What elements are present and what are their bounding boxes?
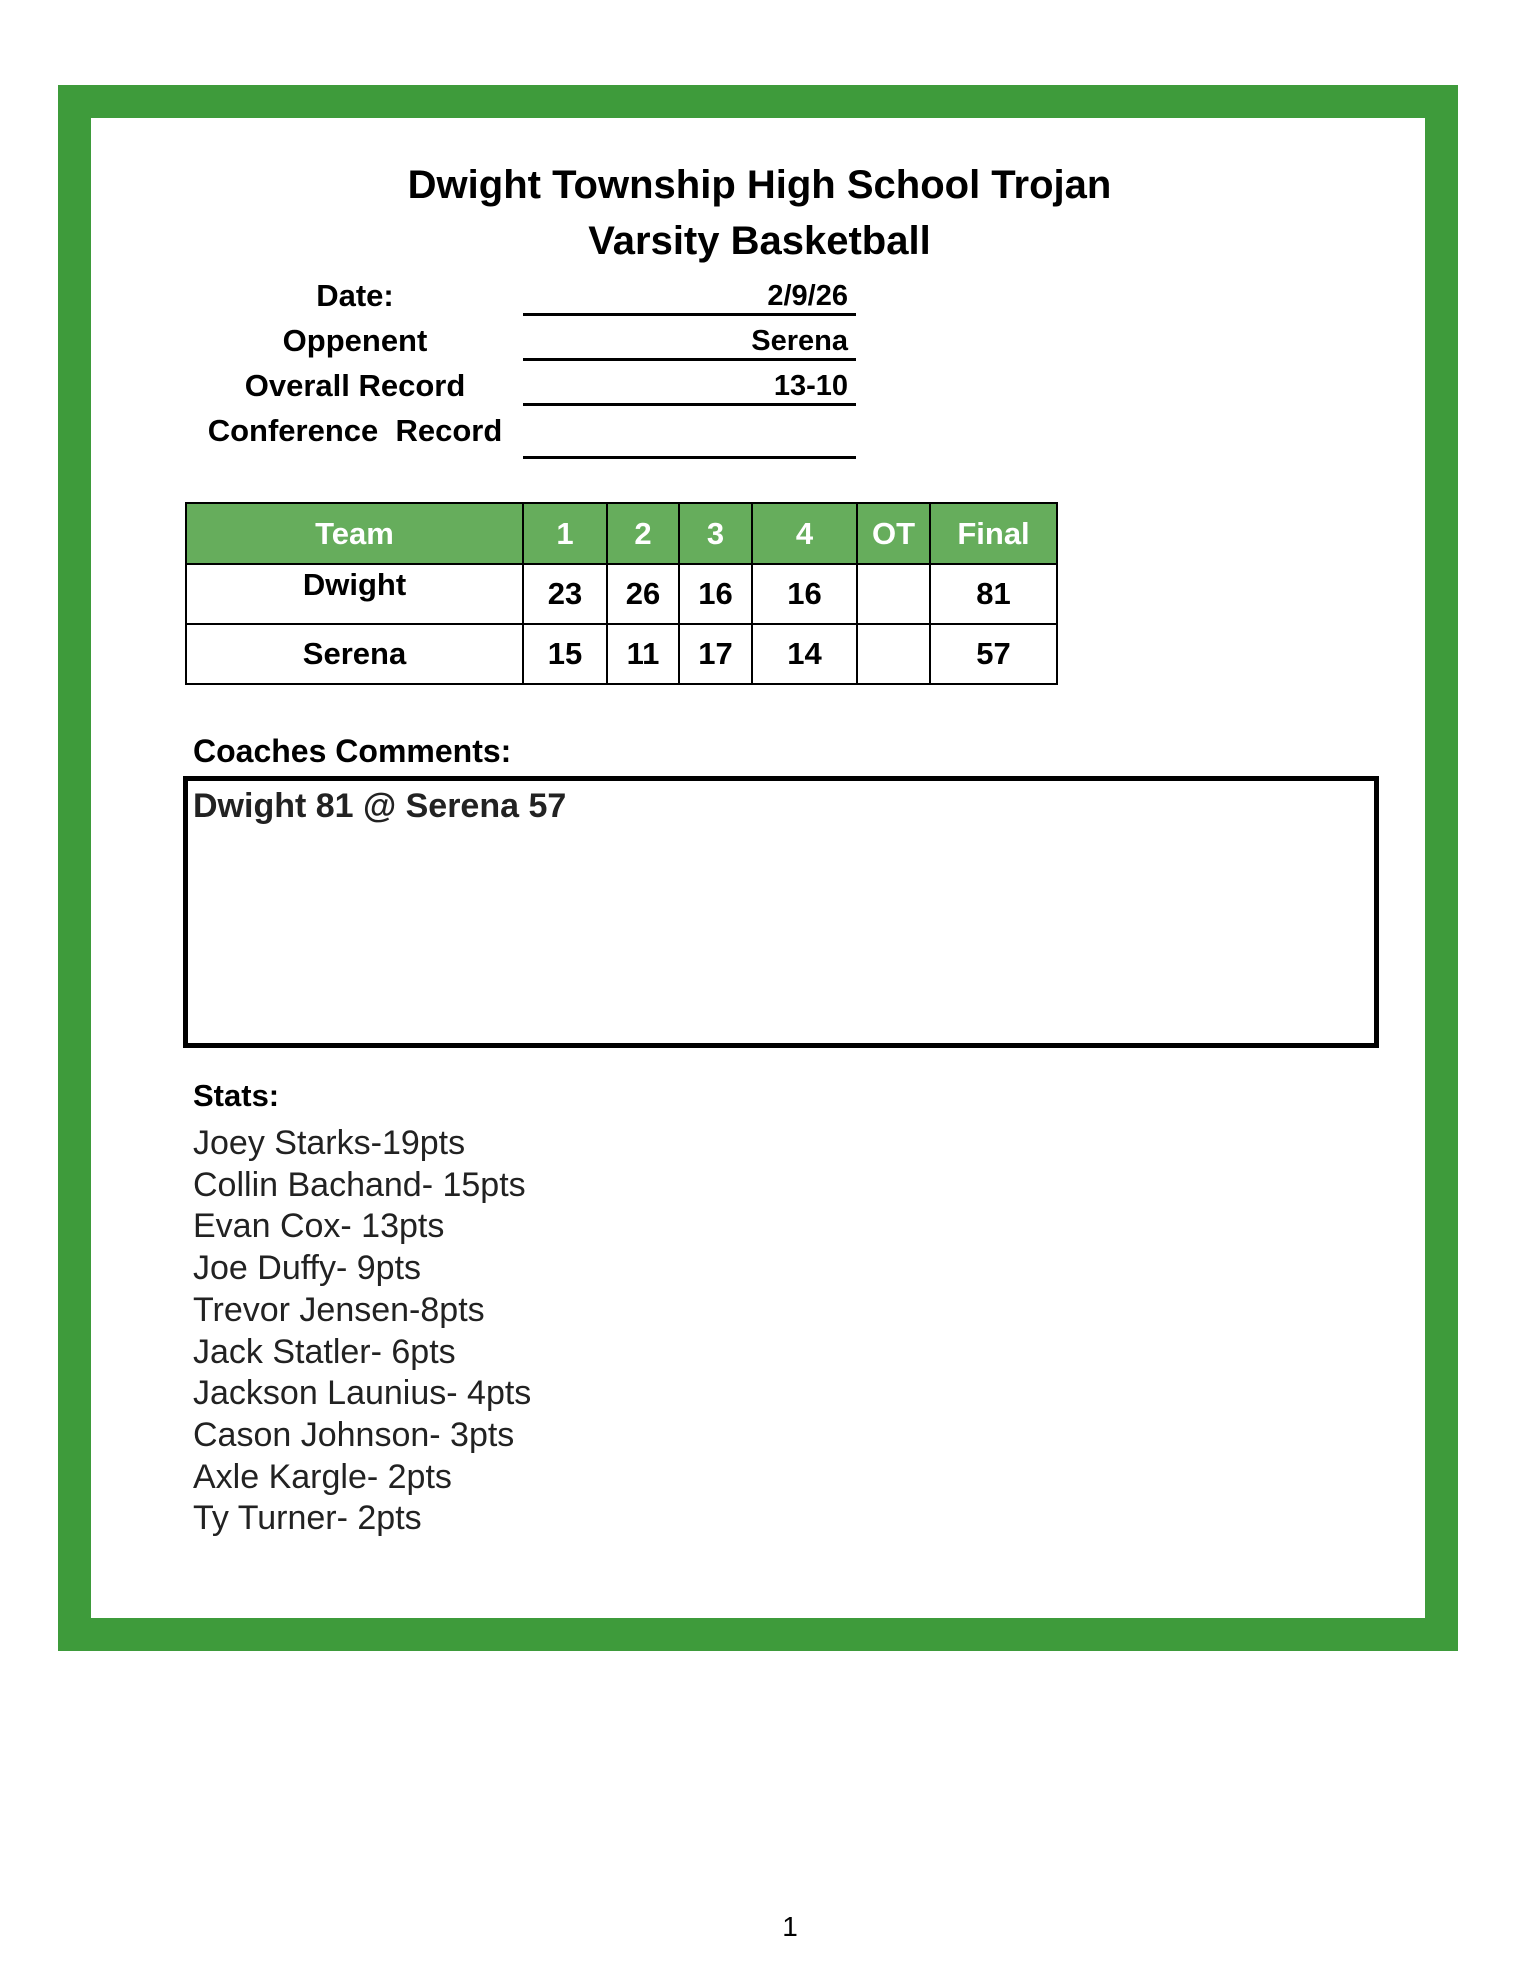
conference-record-label: Conference Record (207, 413, 503, 448)
list-item: Ty Turner- 2pts (193, 1499, 422, 1538)
score-q2: 26 (607, 564, 679, 624)
page-number: 1 (782, 1911, 798, 1942)
score-final: 57 (930, 624, 1057, 684)
table-row (186, 624, 1057, 684)
comments-label: Coaches Comments: (193, 733, 512, 769)
team-name: Dwight (186, 564, 523, 624)
score-q2: 11 (607, 624, 679, 684)
overall-record-label: Overall Record (244, 368, 466, 403)
scoreboard-header-row (186, 503, 1057, 564)
comments-text: Dwight 81 @ Serena 57 (193, 787, 567, 825)
header-q2: 2 (607, 503, 679, 564)
score-final: 81 (930, 564, 1057, 624)
score-q1: 23 (523, 564, 607, 624)
score-ot (857, 564, 930, 624)
list-item: Jack Statler- 6pts (193, 1332, 456, 1371)
header-final: Final (930, 503, 1057, 564)
page-title: Dwight Township High School Trojan (407, 163, 1112, 207)
date-value: 2/9/26 (523, 278, 856, 316)
list-item: Joey Starks-19pts (193, 1124, 466, 1162)
list-item: Evan Cox- 13pts (193, 1207, 445, 1246)
list-item: Jackson Launius- 4pts (193, 1374, 532, 1413)
conference-record-value (523, 421, 856, 459)
list-item: Trevor Jensen-8pts (193, 1290, 485, 1329)
page-subtitle: Varsity Basketball (588, 219, 931, 263)
score-q3: 16 (679, 564, 752, 624)
team-name: Serena (186, 624, 523, 684)
score-q4: 14 (752, 624, 857, 684)
header-q3: 3 (679, 503, 752, 564)
stats-label: Stats: (193, 1078, 280, 1113)
comments-box (183, 776, 1379, 1048)
table-row (186, 564, 1057, 624)
scoreboard-table (185, 502, 1058, 685)
list-item: Cason Johnson- 3pts (193, 1415, 515, 1454)
list-item: Axle Kargle- 2pts (193, 1457, 452, 1496)
header-team: Team (186, 503, 523, 564)
header-q1: 1 (523, 503, 607, 564)
header-q4: 4 (752, 503, 857, 564)
stats-list (193, 1123, 531, 1540)
opponent-value: Serena (523, 323, 856, 361)
opponent-label: Oppenent (282, 323, 428, 358)
header-ot: OT (857, 503, 930, 564)
list-item: Collin Bachand- 15pts (193, 1165, 526, 1204)
overall-record-value: 13-10 (523, 368, 856, 406)
score-q1: 15 (523, 624, 607, 684)
date-label: Date: (316, 278, 394, 313)
score-q4: 16 (752, 564, 857, 624)
list-item: Joe Duffy- 9pts (193, 1249, 422, 1288)
score-q3: 17 (679, 624, 752, 684)
score-ot (857, 624, 930, 684)
